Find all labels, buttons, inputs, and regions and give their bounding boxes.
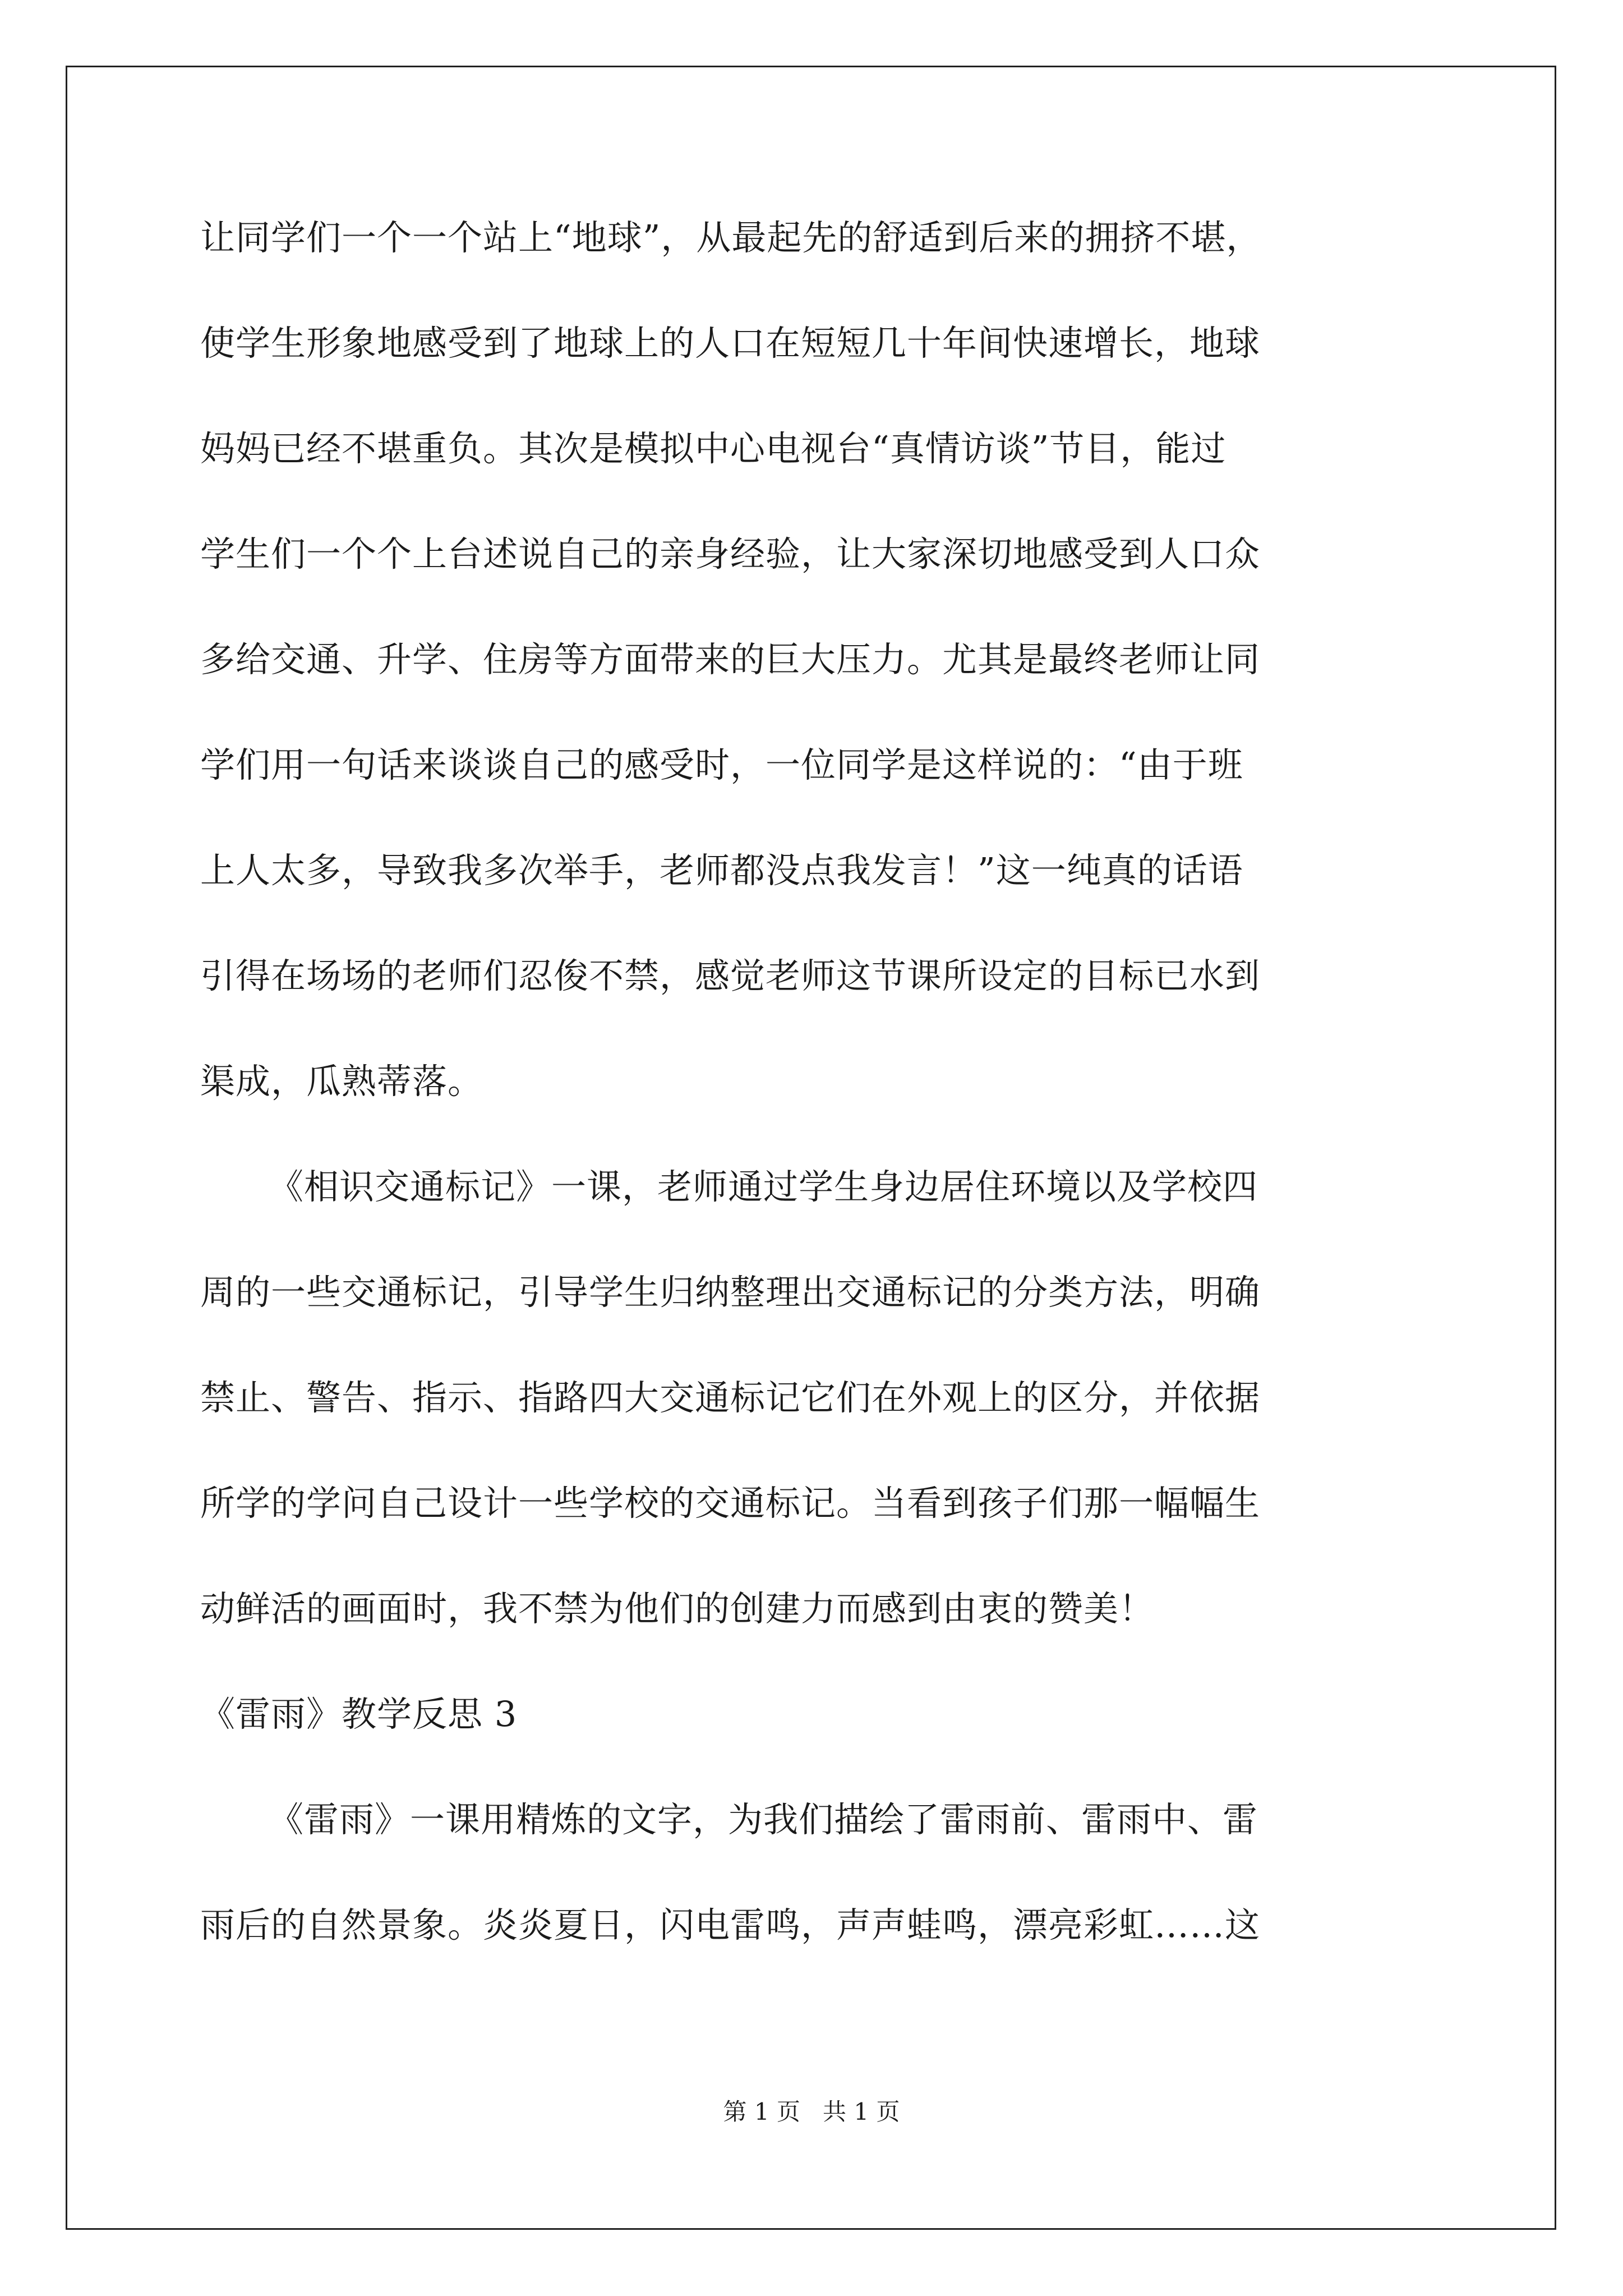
text-line: 渠成，瓜熟蒂落。 — [200, 1061, 483, 1102]
paragraph-start-line: 《雷雨》一课用精炼的文字，为我们描绘了雷雨前、雷雨中、雷 — [269, 1799, 1258, 1840]
paragraph-start-line: 《相识交通标记》一课，老师通过学生身边居住环境以及学校四 — [269, 1166, 1258, 1207]
text-line: 动鲜活的画面时，我不禁为他们的创建力而感到由衷的赞美！ — [200, 1588, 1155, 1629]
text-line: 学们用一句话来谈谈自己的感受时，一位同学是这样说的：“由于班 — [200, 744, 1243, 785]
text-line: 引得在场场的老师们忍俊不禁，感觉老师这节课所设定的目标已水到 — [200, 955, 1261, 996]
text-line: 上人太多，导致我多次举手，老师都没点我发言！”这一纯真的话语 — [200, 850, 1243, 891]
page-footer: 第 1 页 共 1 页 — [723, 2098, 900, 2125]
text-line: 雨后的自然景象。炎炎夏日，闪电雷鸣，声声蛙鸣，漂亮彩虹……这 — [200, 1904, 1261, 1945]
text-line: 学生们一个个上台述说自己的亲身经验，让大家深切地感受到人口众 — [200, 533, 1261, 574]
text-line: 周的一些交通标记，引导学生归纳整理出交通标记的分类方法，明确 — [200, 1272, 1261, 1313]
text-line: 所学的学问自己设计一些学校的交通标记。当看到孩子们那一幅幅生 — [200, 1483, 1261, 1524]
text-line: 禁止、警告、指示、指路四大交通标记它们在外观上的区分，并依据 — [200, 1377, 1261, 1418]
text-line: 妈妈已经不堪重负。其次是模拟中心电视台“真情访谈”节目，能过 — [200, 428, 1227, 469]
section-heading: 《雷雨》教学反思 3 — [200, 1694, 518, 1734]
text-line: 使学生形象地感受到了地球上的人口在短短几十年间快速增长，地球 — [200, 323, 1261, 364]
document-body — [200, 185, 1434, 1978]
text-line: 让同学们一个一个站上“地球”，从最起先的舒适到后来的拥挤不堪， — [200, 217, 1262, 258]
text-line: 多给交通、升学、住房等方面带来的巨大压力。尤其是最终老师让同 — [200, 639, 1261, 680]
